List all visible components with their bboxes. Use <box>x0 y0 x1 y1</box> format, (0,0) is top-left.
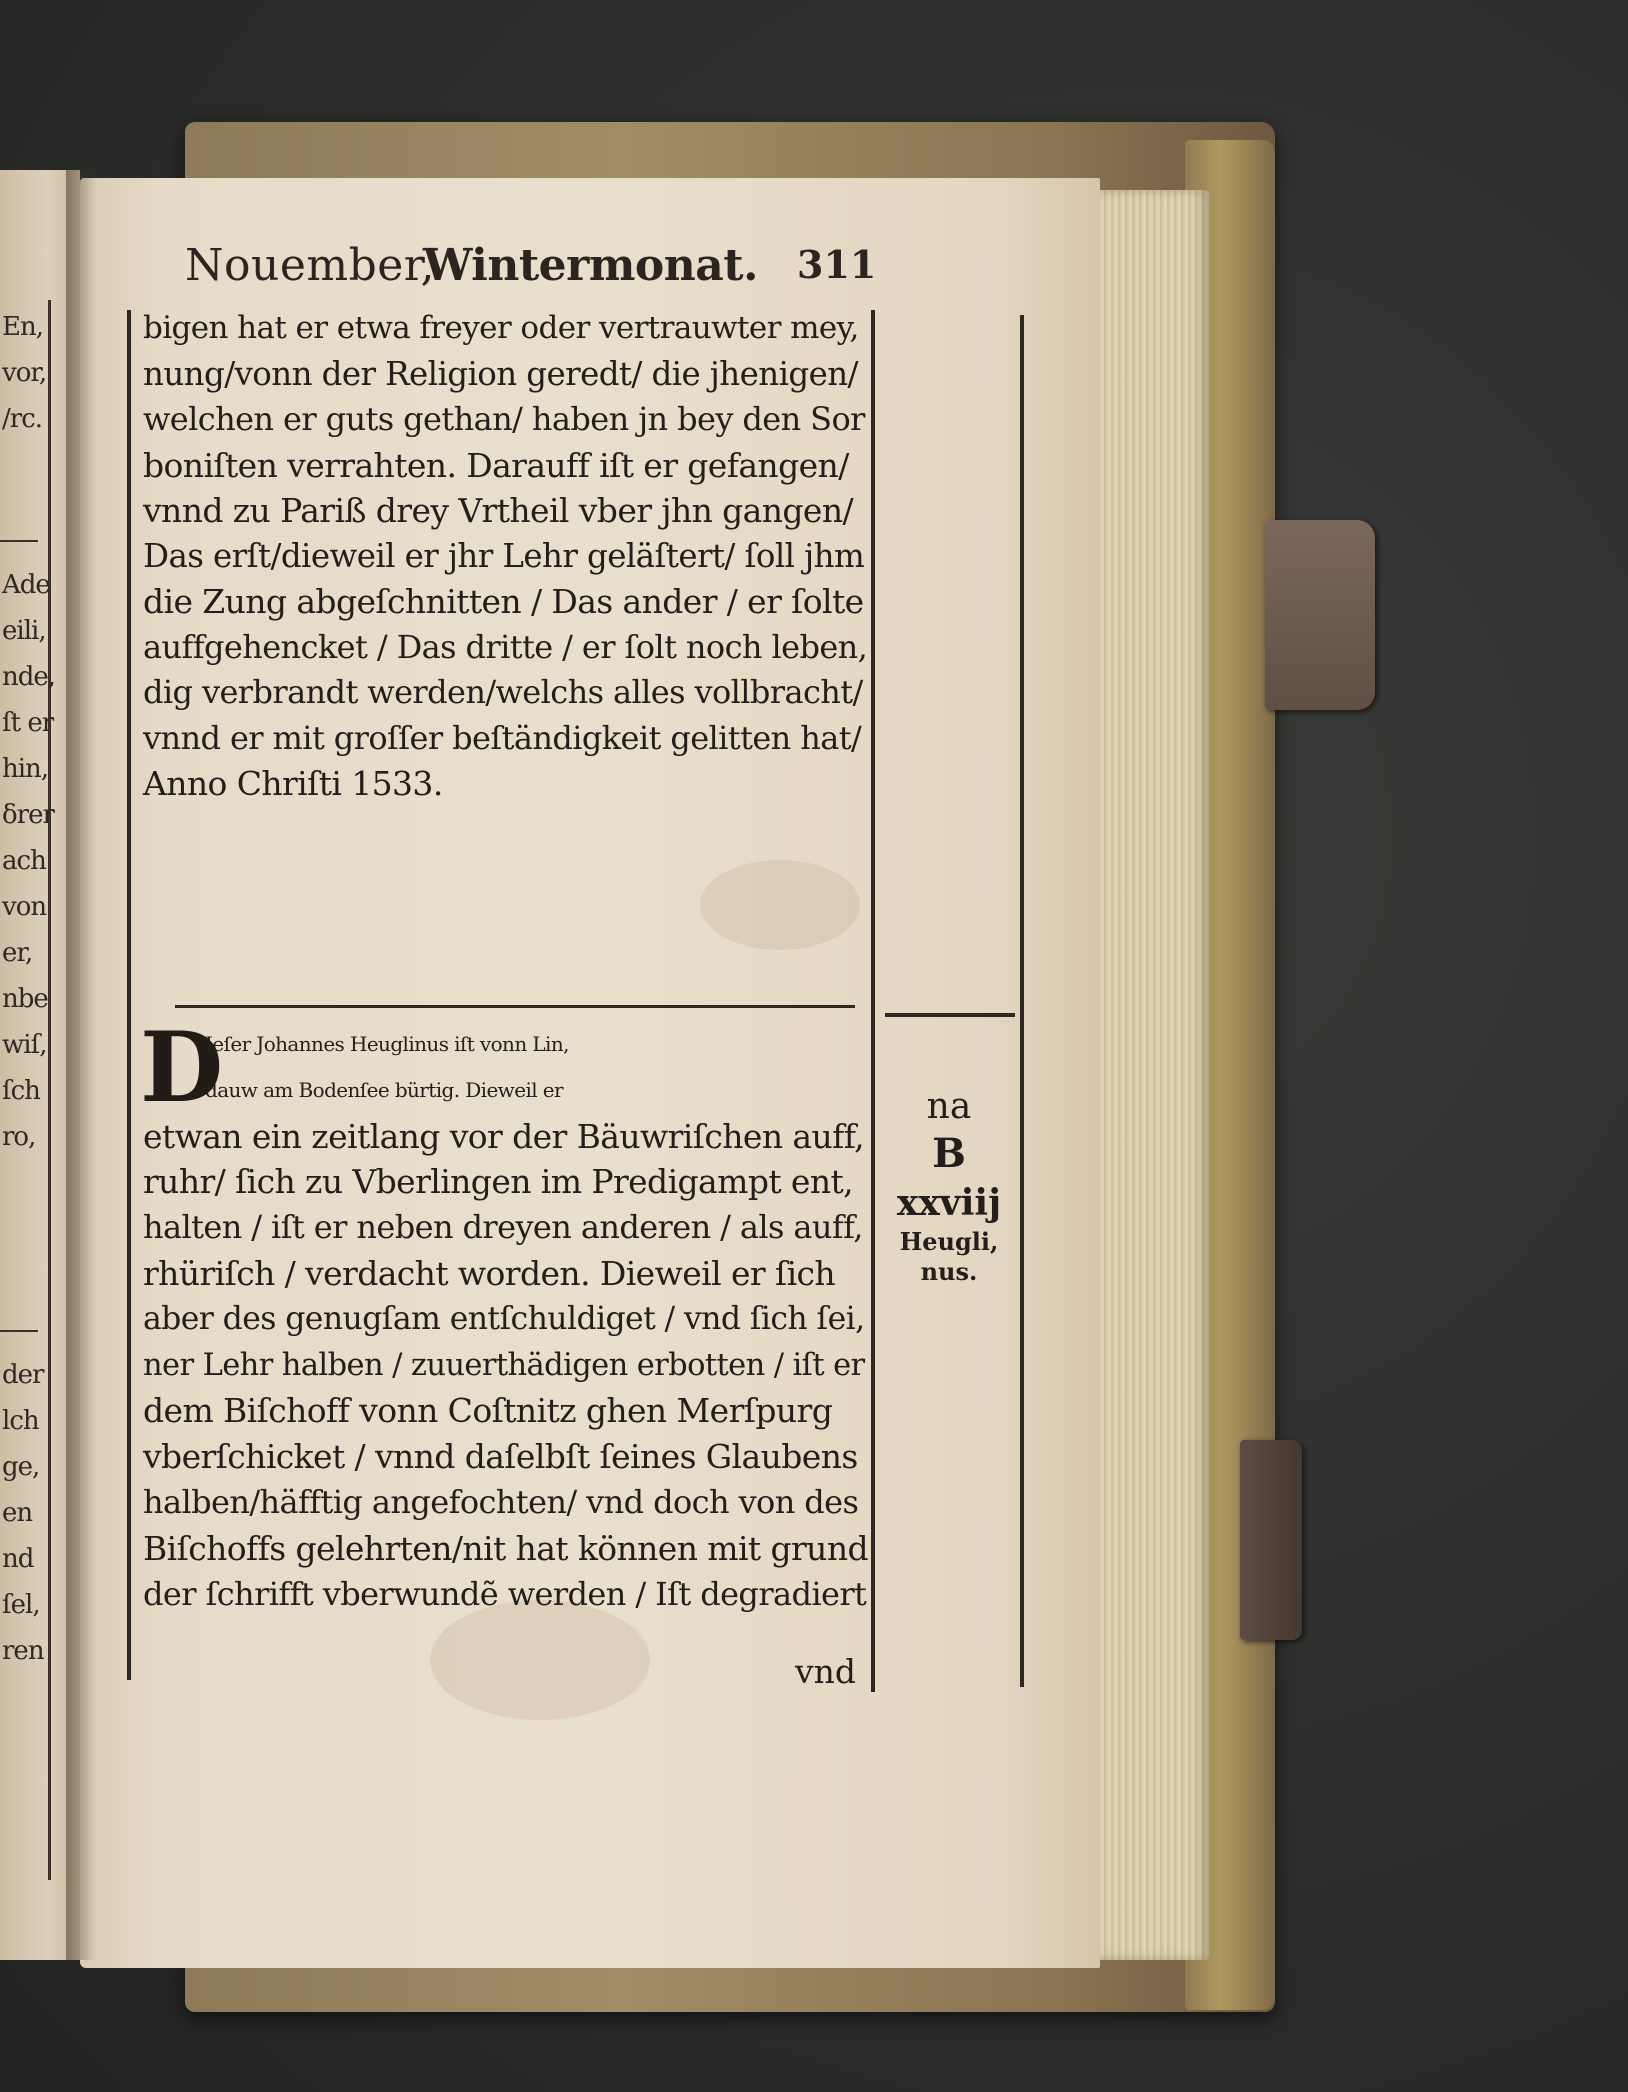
text-line: boniſten verrahten. Darauff iſt er gefangen/ <box>143 445 849 485</box>
paper-stain <box>700 860 860 950</box>
left-page-text: en <box>2 1498 33 1528</box>
text-line: vnnd er mit groſſer beſtändigkeit gelitten hat/ <box>143 718 862 757</box>
text-line: vnnd zu Pariß drey Vrtheil vber jhn gangen/ <box>143 491 854 530</box>
left-page-text: ro, <box>2 1122 36 1152</box>
left-page-text: er, <box>2 938 33 968</box>
text-line: auffgehencket / Das dritte / er ſolt noch leben, <box>143 627 868 666</box>
text-line: etwan ein zeitlang vor der Bäuwriſchen auff, <box>143 1116 865 1156</box>
catchword: vnd <box>795 1652 857 1691</box>
text-line: ruhr/ ſich zu Vberlingen im Predigampt ent, <box>143 1162 854 1202</box>
left-page-text: ẟrer <box>2 800 54 830</box>
margin-column-right-rule <box>1020 315 1024 1687</box>
text-line: dem Biſchoff vonn Coſtnitz ghen Merſpurg <box>143 1391 833 1431</box>
left-page-text: ſt er <box>2 708 54 738</box>
left-page-text: lch <box>2 1406 39 1436</box>
left-page-rule <box>48 300 51 1880</box>
text-column-right-rule <box>871 310 875 1692</box>
paper-stain <box>430 1600 650 1720</box>
left-page-divider <box>0 1330 38 1332</box>
marginal-note-name: nus. <box>920 1257 978 1286</box>
text-line: Anno Chriſti 1533. <box>143 764 443 803</box>
left-page-text: ach <box>2 846 46 876</box>
left-page-text: ren <box>2 1636 44 1666</box>
left-page-text: von <box>2 892 47 922</box>
text-line: Ieſer Johannes Heuglinus iſt vonn Lin, <box>205 1032 569 1056</box>
left-page-text: ſel, <box>2 1590 40 1620</box>
text-line: aber des genugſam entſchuldiget / vnd ſich ſei, <box>143 1300 865 1337</box>
running-head-month: Nouember, <box>185 240 435 291</box>
marginal-note <box>878 1085 1020 1287</box>
text-line: dauw am Bodenſee bürtig. Dieweil er <box>205 1077 563 1102</box>
left-page-text: ge, <box>2 1452 40 1482</box>
left-page-text: Ade <box>2 570 50 600</box>
text-line: Biſchoffs gelehrten/nit hat können mit grund <box>143 1528 869 1568</box>
text-line: die Zung abgeſchnitten / Das ander / er ſolte <box>143 582 864 621</box>
left-page-text: eili, <box>2 616 46 646</box>
running-head-month-german: Wintermonat. <box>423 240 758 291</box>
left-page-text: nbe <box>2 984 48 1014</box>
page-number: 311 <box>797 242 877 287</box>
entry-1-text <box>143 306 868 807</box>
left-page-text: ſch <box>2 1076 40 1106</box>
left-page-divider <box>0 540 38 542</box>
text-line: bigen hat er etwa freyer oder vertrauwter mey, <box>143 310 859 346</box>
clasp-top <box>1265 520 1375 710</box>
marginal-note-date: xxviij <box>896 1182 1002 1224</box>
gutter-shadow <box>66 170 96 1960</box>
text-line: vberſchicket / vnnd daſelbſt ſeines Glaubens <box>143 1437 858 1477</box>
text-line: Das erſt/dieweil er jhr Lehr geläſtert/ ſoll jhm <box>143 536 865 575</box>
text-line: dig verbrandt werden/welchs alles vollbracht/ <box>143 673 863 711</box>
text-line: ner Lehr halben / zuuerthädigen erbotten / iſt er <box>143 1347 865 1383</box>
left-page-text: der <box>2 1360 44 1390</box>
left-page-text: wiſ, <box>2 1030 47 1060</box>
left-page-text: nd <box>2 1544 34 1574</box>
left-page-text: hin, <box>2 754 49 784</box>
left-page-text: En, <box>2 312 43 342</box>
text-line: der ſchrifft vberwundẽ werden / Iſt degradiert <box>143 1574 867 1613</box>
left-page-text: /rc. <box>2 404 43 434</box>
text-line: halben/häfftig angefochten/ vnd doch von des <box>143 1482 859 1521</box>
marginal-note-line: na <box>926 1086 972 1127</box>
left-page-text: nde, <box>2 662 56 692</box>
entry-separator-rule <box>175 1005 855 1008</box>
text-line: nung/vonn der Religion geredt/ die jhenigen/ <box>143 354 858 393</box>
text-line: welchen er guts gethan/ haben jn bey den Sor <box>143 400 865 438</box>
marginal-note-line: B <box>932 1130 966 1177</box>
text-line: rhüriſch / verdacht worden. Dieweil er ſich <box>143 1253 836 1293</box>
page-edges <box>1100 190 1210 1960</box>
drop-cap-initial: D <box>140 1011 224 1124</box>
clasp-bottom <box>1240 1440 1302 1640</box>
running-head <box>185 240 877 300</box>
text-column-left-rule <box>127 310 131 1680</box>
entry-2-text <box>143 1022 868 1617</box>
margin-separator-rule <box>885 1013 1015 1017</box>
text-line: halten / iſt er neben dreyen anderen / als auff, <box>143 1208 863 1247</box>
left-page-text: vor, <box>2 358 47 388</box>
marginal-note-name: Heugli, <box>899 1227 999 1256</box>
